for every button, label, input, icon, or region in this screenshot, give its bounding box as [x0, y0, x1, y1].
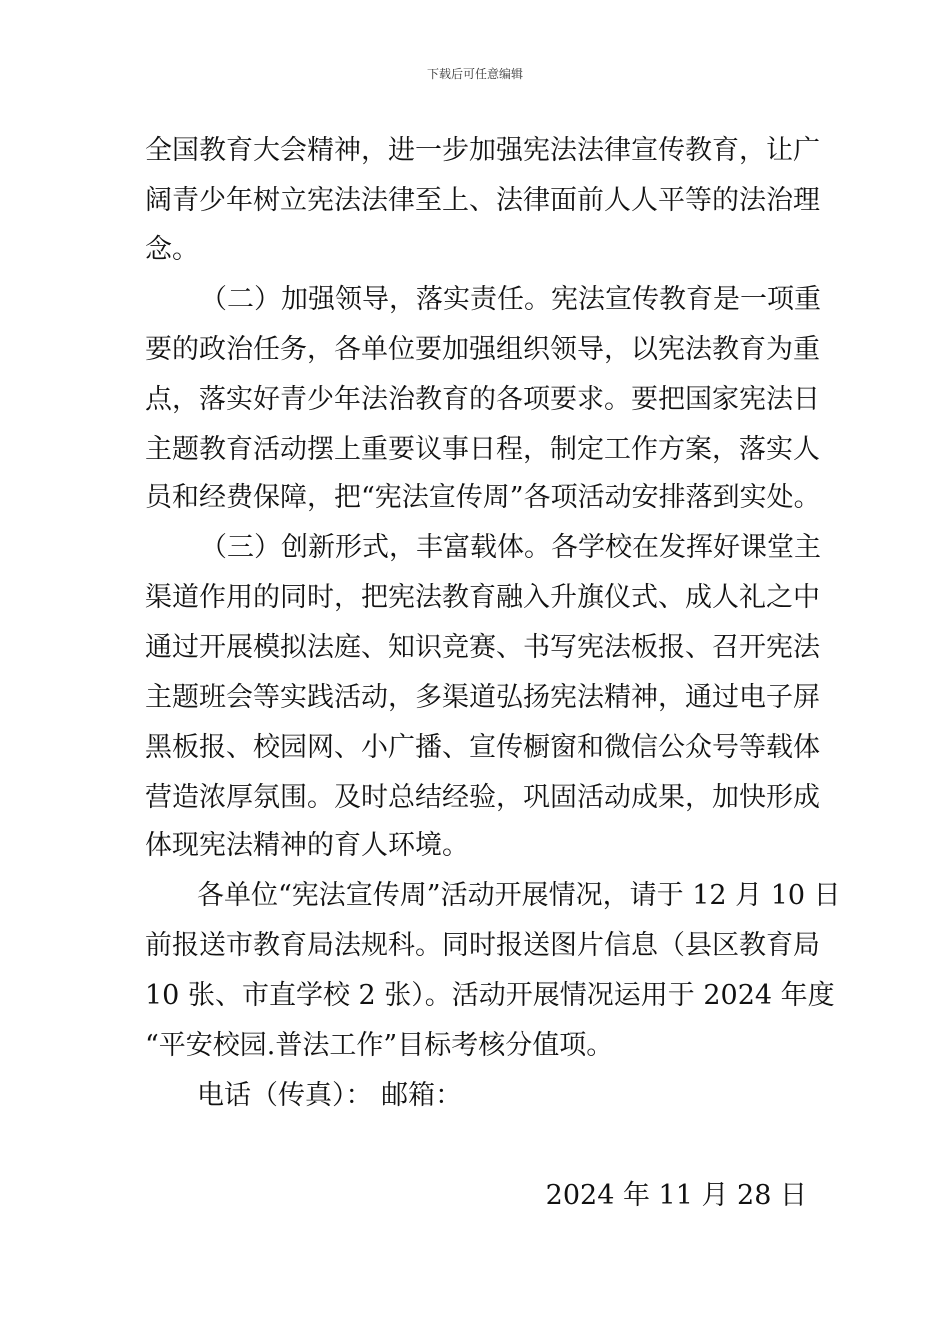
body-line: “平安校园.普法工作”目标考核分值项。 [145, 1030, 614, 1061]
body-line: 通过开展模拟法庭、知识竞赛、书写宪法板报、召开宪法 [145, 632, 820, 663]
body-line: 主题教育活动摆上重要议事日程，制定工作方案，落实人 [145, 434, 820, 465]
body-line: 前报送市教育局法规科。同时报送图片信息（县区教育局 [145, 930, 820, 961]
body-line: 黑板报、校园网、小广播、宣传橱窗和微信公众号等载体 [145, 732, 820, 763]
body-line: 各单位“宪法宣传周”活动开展情况，请于 12 月 10 日 [197, 880, 841, 911]
document-date: 2024 年 11 月 28 日 [545, 1180, 807, 1211]
body-line: 渠道作用的同时，把宪法教育融入升旗仪式、成人礼之中 [145, 582, 820, 613]
contact-line: 电话（传真）： 邮箱： [197, 1080, 463, 1111]
body-line: 营造浓厚氛围。及时总结经验，巩固活动成果，加快形成 [145, 782, 820, 813]
body-line: 点，落实好青少年法治教育的各项要求。要把国家宪法日 [145, 384, 820, 415]
body-line: （二）加强领导，落实责任。宪法宣传教育是一项重 [200, 284, 821, 315]
body-line: 全国教育大会精神，进一步加强宪法法律宣传教育，让广 [145, 135, 820, 166]
body-line: 念。 [145, 234, 199, 265]
body-line: 主题班会等实践活动，多渠道弘扬宪法精神，通过电子屏 [145, 682, 820, 713]
body-line: 员和经费保障，把“宪法宣传周”各项活动安排落到实处。 [145, 482, 821, 513]
body-line: 阔青少年树立宪法法律至上、法律面前人人平等的法治理 [145, 185, 820, 216]
body-line: 10 张、市直学校 2 张）。活动开展情况运用于 2024 年度 [145, 980, 835, 1011]
body-line: 体现宪法精神的育人环境。 [145, 830, 469, 861]
body-line: 要的政治任务，各单位要加强组织领导，以宪法教育为重 [145, 334, 820, 365]
body-line: （三）创新形式，丰富载体。各学校在发挥好课堂主 [200, 532, 821, 563]
page-header: 下载后可任意编辑 [426, 67, 523, 81]
